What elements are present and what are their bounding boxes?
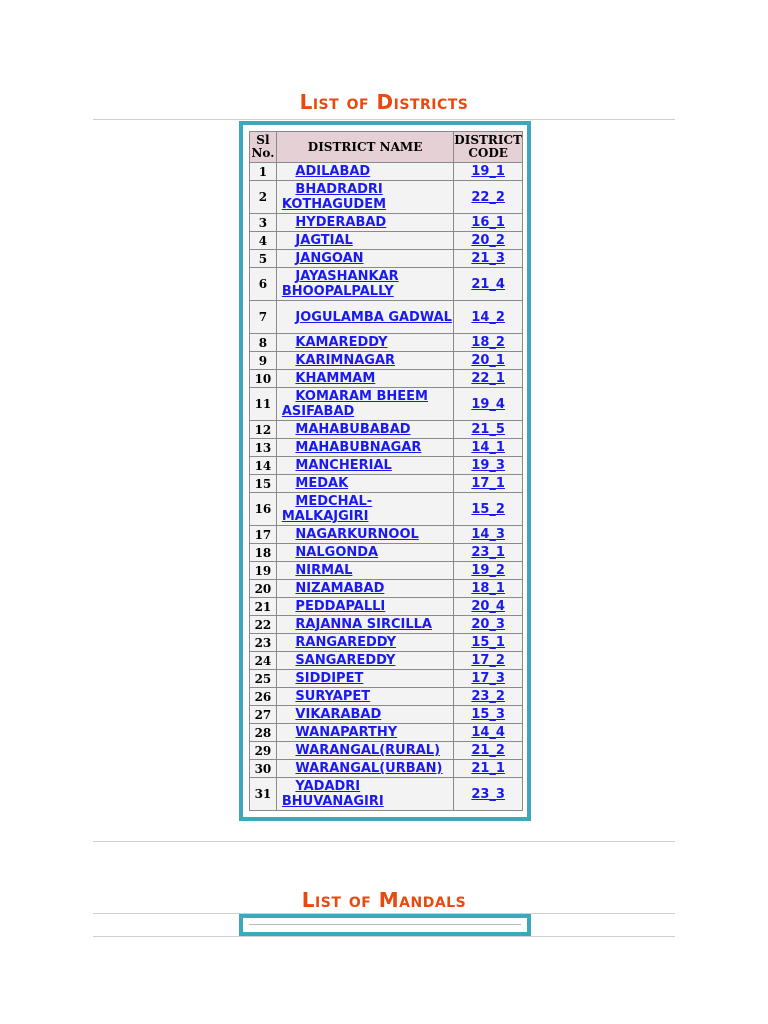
sl-no-cell: 1: [250, 163, 276, 180]
mandals-table-empty: [249, 924, 521, 925]
district-name-link[interactable]: SANGAREDDY: [295, 653, 396, 668]
district-name-cell: [277, 268, 453, 300]
district-code-link[interactable]: 16_1: [471, 215, 505, 230]
table-row: [250, 352, 522, 369]
district-code-link[interactable]: 17_1: [471, 476, 505, 491]
table-row: [250, 616, 522, 633]
table-row: [250, 544, 522, 561]
district-code-link[interactable]: 21_3: [471, 251, 505, 266]
table-row: [250, 688, 522, 705]
district-name-cell: [277, 475, 453, 492]
sl-no-cell: 31: [250, 778, 276, 810]
mandals-table-frame: [239, 914, 531, 936]
district-name-cell: [277, 352, 453, 369]
table-row: [250, 268, 522, 300]
district-code-cell: [454, 457, 522, 474]
district-name-link[interactable]: MAHABUBABAD: [295, 422, 411, 437]
sl-no-cell: 18: [250, 544, 276, 561]
table-row: [250, 706, 522, 723]
district-code-cell: [454, 250, 522, 267]
sl-no-cell: 2: [250, 181, 276, 213]
sl-no-cell: 25: [250, 670, 276, 687]
district-code-cell: [454, 760, 522, 777]
district-name-cell: [277, 544, 453, 561]
district-name-link[interactable]: KOMARAM BHEEM ASIFABAD: [281, 389, 428, 419]
sl-no-cell: 17: [250, 526, 276, 543]
sl-no-cell: 6: [250, 268, 276, 300]
sl-no-cell: 11: [250, 388, 276, 420]
district-code-cell: [454, 421, 522, 438]
district-code-cell: [454, 352, 522, 369]
district-name-cell: [277, 580, 453, 597]
table-row: [250, 334, 522, 351]
district-name-link[interactable]: WARANGAL(URBAN): [295, 761, 443, 776]
district-code-link[interactable]: 14_4: [471, 725, 505, 740]
divider: [93, 936, 675, 937]
table-row: [250, 598, 522, 615]
district-code-link[interactable]: 21_5: [471, 422, 505, 437]
district-code-link[interactable]: 17_2: [471, 653, 505, 668]
district-name-link[interactable]: YADADRI BHUVANAGIRI: [281, 779, 384, 809]
district-name-cell: [277, 706, 453, 723]
district-code-cell: [454, 475, 522, 492]
table-row: [250, 724, 522, 741]
districts-table: [249, 131, 523, 811]
districts-table-body: [250, 163, 522, 810]
district-name-cell: [277, 670, 453, 687]
district-code-cell: [454, 439, 522, 456]
district-code-cell: [454, 634, 522, 651]
table-row: [250, 301, 522, 333]
table-row: [250, 493, 522, 525]
district-name-cell: [277, 370, 453, 387]
district-code-link[interactable]: 23_2: [471, 689, 505, 704]
districts-table-frame: [239, 121, 531, 821]
district-code-cell: [454, 214, 522, 231]
district-name-link[interactable]: NAGARKURNOOL: [295, 527, 419, 542]
district-code-link[interactable]: 19_3: [471, 458, 505, 473]
district-name-link[interactable]: PEDDAPALLI: [295, 599, 386, 614]
district-name-link[interactable]: WARANGAL(RURAL): [295, 743, 441, 758]
district-code-link[interactable]: 14_3: [471, 527, 505, 542]
district-code-link[interactable]: 23_1: [471, 545, 505, 560]
district-name-cell: [277, 616, 453, 633]
district-name-cell: [277, 526, 453, 543]
district-code-cell: [454, 562, 522, 579]
sl-no-cell: 7: [250, 301, 276, 333]
district-name-cell: [277, 724, 453, 741]
sl-no-cell: 27: [250, 706, 276, 723]
sl-no-cell: 14: [250, 457, 276, 474]
table-row: [250, 439, 522, 456]
district-code-cell: [454, 652, 522, 669]
table-row: [250, 652, 522, 669]
district-name-cell: [277, 457, 453, 474]
sl-no-cell: 26: [250, 688, 276, 705]
table-row: [250, 232, 522, 249]
district-code-link[interactable]: 15_1: [471, 635, 505, 650]
table-row: [250, 388, 522, 420]
table-row: [250, 214, 522, 231]
district-code-link[interactable]: 21_2: [471, 743, 505, 758]
district-code-link[interactable]: 15_2: [471, 501, 505, 517]
district-name-cell: [277, 493, 453, 525]
district-code-link[interactable]: 15_3: [471, 707, 505, 722]
district-code-link[interactable]: 21_4: [471, 276, 505, 292]
sl-no-cell: 12: [250, 421, 276, 438]
district-name-link[interactable]: MEDAK: [295, 476, 349, 491]
table-row: [250, 457, 522, 474]
district-code-cell: [454, 670, 522, 687]
district-name-cell: [277, 388, 453, 420]
district-code-link[interactable]: 22_1: [471, 371, 505, 386]
district-name-cell: [277, 439, 453, 456]
district-name-link[interactable]: RAJANNA SIRCILLA: [295, 617, 432, 632]
district-name-link[interactable]: BHADRADRI KOTHAGUDEM: [281, 182, 387, 212]
sl-no-cell: 28: [250, 724, 276, 741]
district-code-cell: [454, 493, 522, 525]
district-code-link[interactable]: 17_3: [471, 671, 505, 686]
table-row: [250, 181, 522, 213]
sl-no-cell: 4: [250, 232, 276, 249]
district-name-cell: [277, 598, 453, 615]
district-code-link[interactable]: 20_1: [471, 353, 505, 368]
sl-no-cell: 16: [250, 493, 276, 525]
district-name-link[interactable]: KARIMNAGAR: [295, 353, 396, 368]
district-name-cell: [277, 214, 453, 231]
district-name-cell: [277, 250, 453, 267]
district-code-link[interactable]: 18_1: [471, 581, 505, 596]
table-row: [250, 562, 522, 579]
district-name-cell: [277, 652, 453, 669]
header-sl-no: Sl No.: [251, 133, 275, 160]
table-row: [250, 742, 522, 759]
district-code-link[interactable]: 20_4: [471, 599, 505, 614]
district-name-link[interactable]: HYDERABAD: [295, 215, 387, 230]
district-code-link[interactable]: 19_2: [471, 563, 505, 578]
sl-no-cell: 21: [250, 598, 276, 615]
district-code-cell: [454, 334, 522, 351]
district-name-cell: [277, 163, 453, 180]
district-code-cell: [454, 232, 522, 249]
district-code-link[interactable]: 19_4: [471, 396, 505, 412]
district-name-link[interactable]: ADILABAD: [295, 164, 371, 179]
district-code-link[interactable]: 14_2: [471, 309, 505, 325]
mandals-heading: List of Mandals: [301, 888, 467, 912]
table-row: [250, 670, 522, 687]
district-code-link[interactable]: 23_3: [471, 786, 505, 802]
district-name-link[interactable]: MAHABUBNAGAR: [295, 440, 422, 455]
sl-no-cell: 5: [250, 250, 276, 267]
district-code-link[interactable]: 20_3: [471, 617, 505, 632]
sl-no-cell: 8: [250, 334, 276, 351]
district-code-cell: [454, 301, 522, 333]
district-name-link[interactable]: MEDCHAL-MALKAJGIRI: [281, 494, 373, 524]
district-code-link[interactable]: 18_2: [471, 335, 505, 350]
district-code-link[interactable]: 22_2: [471, 189, 505, 205]
district-code-link[interactable]: 14_1: [471, 440, 505, 455]
district-code-link[interactable]: 21_1: [471, 761, 505, 776]
district-name-cell: [277, 742, 453, 759]
table-row: [250, 163, 522, 180]
sl-no-cell: 10: [250, 370, 276, 387]
sl-no-cell: 20: [250, 580, 276, 597]
district-name-link[interactable]: SIDDIPET: [295, 671, 364, 686]
sl-no-cell: 23: [250, 634, 276, 651]
sl-no-cell: 13: [250, 439, 276, 456]
table-row: [250, 760, 522, 777]
sl-no-cell: 15: [250, 475, 276, 492]
header-district-code: DISTRICT CODE: [454, 133, 522, 160]
district-code-cell: [454, 724, 522, 741]
district-name-cell: [277, 634, 453, 651]
district-name-cell: [277, 760, 453, 777]
district-name-link[interactable]: MANCHERIAL: [295, 458, 392, 473]
district-name-cell: [277, 421, 453, 438]
sl-no-cell: 30: [250, 760, 276, 777]
divider: [93, 841, 675, 842]
district-name-cell: [277, 181, 453, 213]
sl-no-cell: 9: [250, 352, 276, 369]
table-row: [250, 778, 522, 810]
district-code-cell: [454, 268, 522, 300]
district-code-cell: [454, 706, 522, 723]
district-code-cell: [454, 370, 522, 387]
district-name-link[interactable]: KAMAREDDY: [295, 335, 388, 350]
table-row: [250, 250, 522, 267]
sl-no-cell: 19: [250, 562, 276, 579]
district-name-cell: [277, 334, 453, 351]
district-code-cell: [454, 580, 522, 597]
district-name-link[interactable]: NIRMAL: [295, 563, 353, 578]
district-name-link[interactable]: KHAMMAM: [295, 371, 376, 386]
district-name-link[interactable]: SURYAPET: [295, 689, 371, 704]
district-code-link[interactable]: 20_2: [471, 233, 505, 248]
district-code-cell: [454, 742, 522, 759]
district-code-link[interactable]: 19_1: [471, 164, 505, 179]
district-code-cell: [454, 688, 522, 705]
district-code-cell: [454, 598, 522, 615]
district-name-cell: [277, 301, 453, 333]
table-row: [250, 475, 522, 492]
district-name-link[interactable]: WANAPARTHY: [295, 725, 398, 740]
district-name-cell: [277, 778, 453, 810]
district-code-cell: [454, 616, 522, 633]
district-name-link[interactable]: JOGULAMBA GADWAL: [295, 309, 452, 325]
district-name-link[interactable]: NIZAMABAD: [295, 581, 385, 596]
district-name-cell: [277, 688, 453, 705]
table-row: [250, 370, 522, 387]
table-row: [250, 634, 522, 651]
sl-no-cell: 22: [250, 616, 276, 633]
district-code-cell: [454, 388, 522, 420]
table-row: [250, 526, 522, 543]
districts-heading: List of Districts: [299, 90, 469, 114]
district-code-cell: [454, 544, 522, 561]
table-row: [250, 580, 522, 597]
district-name-link[interactable]: VIKARABAD: [295, 707, 382, 722]
sl-no-cell: 24: [250, 652, 276, 669]
sl-no-cell: 29: [250, 742, 276, 759]
district-name-link[interactable]: JAGTIAL: [295, 233, 353, 248]
table-row: [250, 421, 522, 438]
divider: [93, 119, 675, 120]
district-code-cell: [454, 778, 522, 810]
district-name-link[interactable]: JANGOAN: [295, 251, 364, 266]
district-name-cell: [277, 562, 453, 579]
district-code-cell: [454, 181, 522, 213]
district-name-link[interactable]: NALGONDA: [295, 545, 379, 560]
header-district-name: DISTRICT NAME: [277, 132, 453, 162]
district-name-link[interactable]: JAYASHANKAR BHOOPALPALLY: [281, 269, 399, 299]
district-code-cell: [454, 163, 522, 180]
sl-no-cell: 3: [250, 214, 276, 231]
district-name-cell: [277, 232, 453, 249]
district-code-cell: [454, 526, 522, 543]
district-name-link[interactable]: RANGAREDDY: [295, 635, 397, 650]
